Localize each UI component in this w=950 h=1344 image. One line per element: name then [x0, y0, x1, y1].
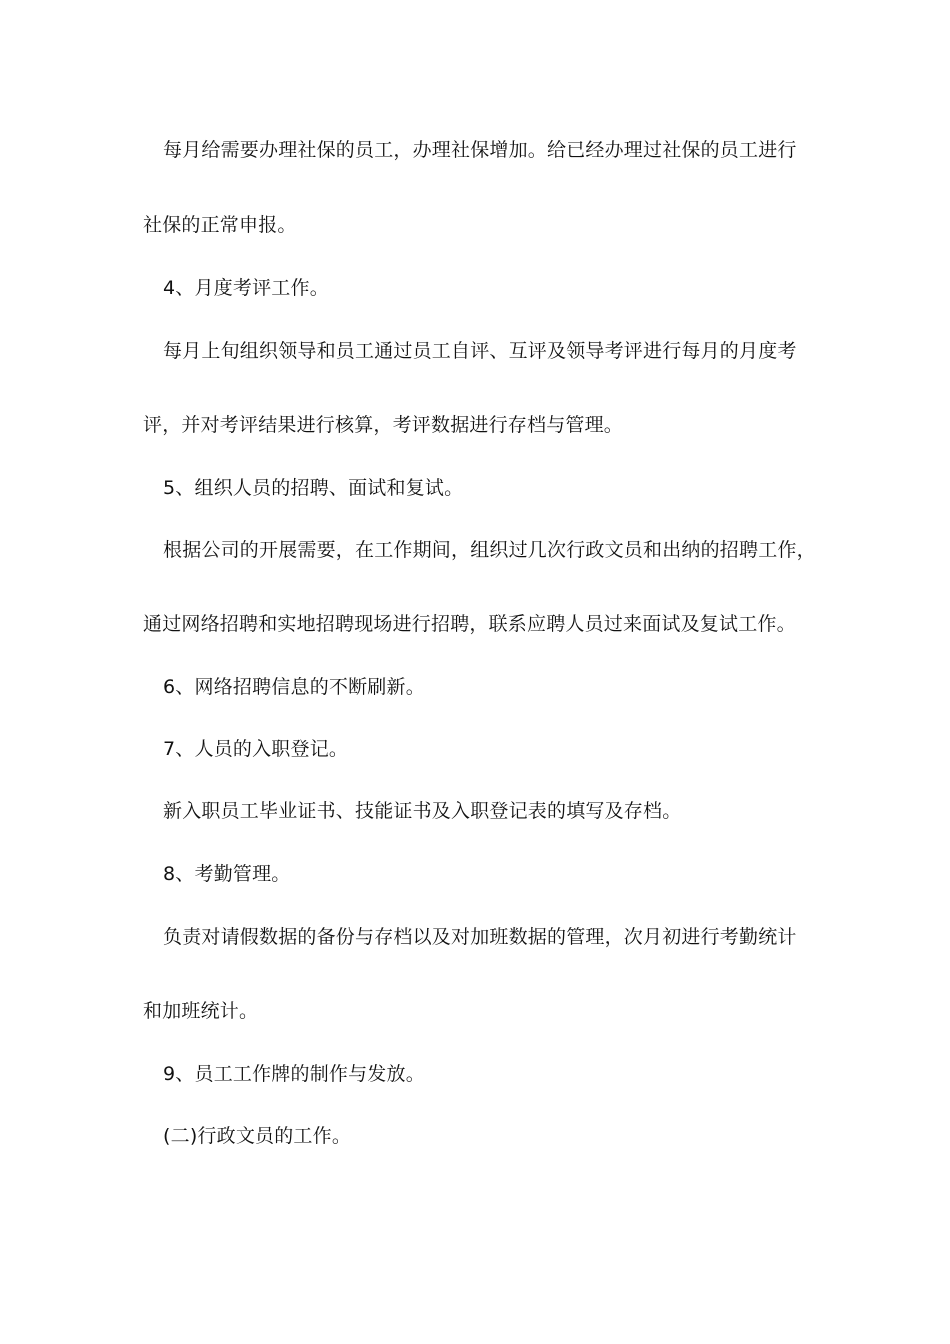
heading-item-5: 5、组织人员的招聘、面试和复试。 — [163, 477, 464, 499]
heading-item-9: 9、员工工作牌的制作与发放。 — [163, 1063, 425, 1085]
paragraph-evaluation-line-2: 评，并对考评结果进行核算，考评数据进行存档与管理。 — [143, 414, 624, 436]
paragraph-attendance-line-2: 和加班统计。 — [143, 1000, 259, 1022]
paragraph-recruitment-line-1: 根据公司的开展需要，在工作期间，组织过几次行政文员和出纳的招聘工作， — [163, 539, 816, 561]
heading-item-6: 6、网络招聘信息的不断刷新。 — [163, 676, 425, 698]
paragraph-attendance-line-1: 负责对请假数据的备份与存档以及对加班数据的管理，次月初进行考勤统计 — [163, 926, 797, 948]
paragraph-social-security-line-2: 社保的正常申报。 — [143, 214, 297, 236]
heading-item-4: 4、月度考评工作。 — [163, 277, 329, 299]
heading-item-8: 8、考勤管理。 — [163, 863, 291, 885]
paragraph-recruitment-line-2: 通过网络招聘和实地招聘现场进行招聘，联系应聘人员过来面试及复试工作。 — [143, 613, 796, 635]
paragraph-onboarding: 新入职员工毕业证书、技能证书及入职登记表的填写及存档。 — [163, 800, 682, 822]
section-heading-admin-clerk: (二)行政文员的工作。 — [163, 1125, 352, 1147]
paragraph-social-security-line-1: 每月给需要办理社保的员工，办理社保增加。给已经办理过社保的员工进行 — [163, 139, 797, 161]
paragraph-evaluation-line-1: 每月上旬组织领导和员工通过员工自评、互评及领导考评进行每月的月度考 — [163, 340, 797, 362]
heading-item-7: 7、人员的入职登记。 — [163, 738, 349, 760]
